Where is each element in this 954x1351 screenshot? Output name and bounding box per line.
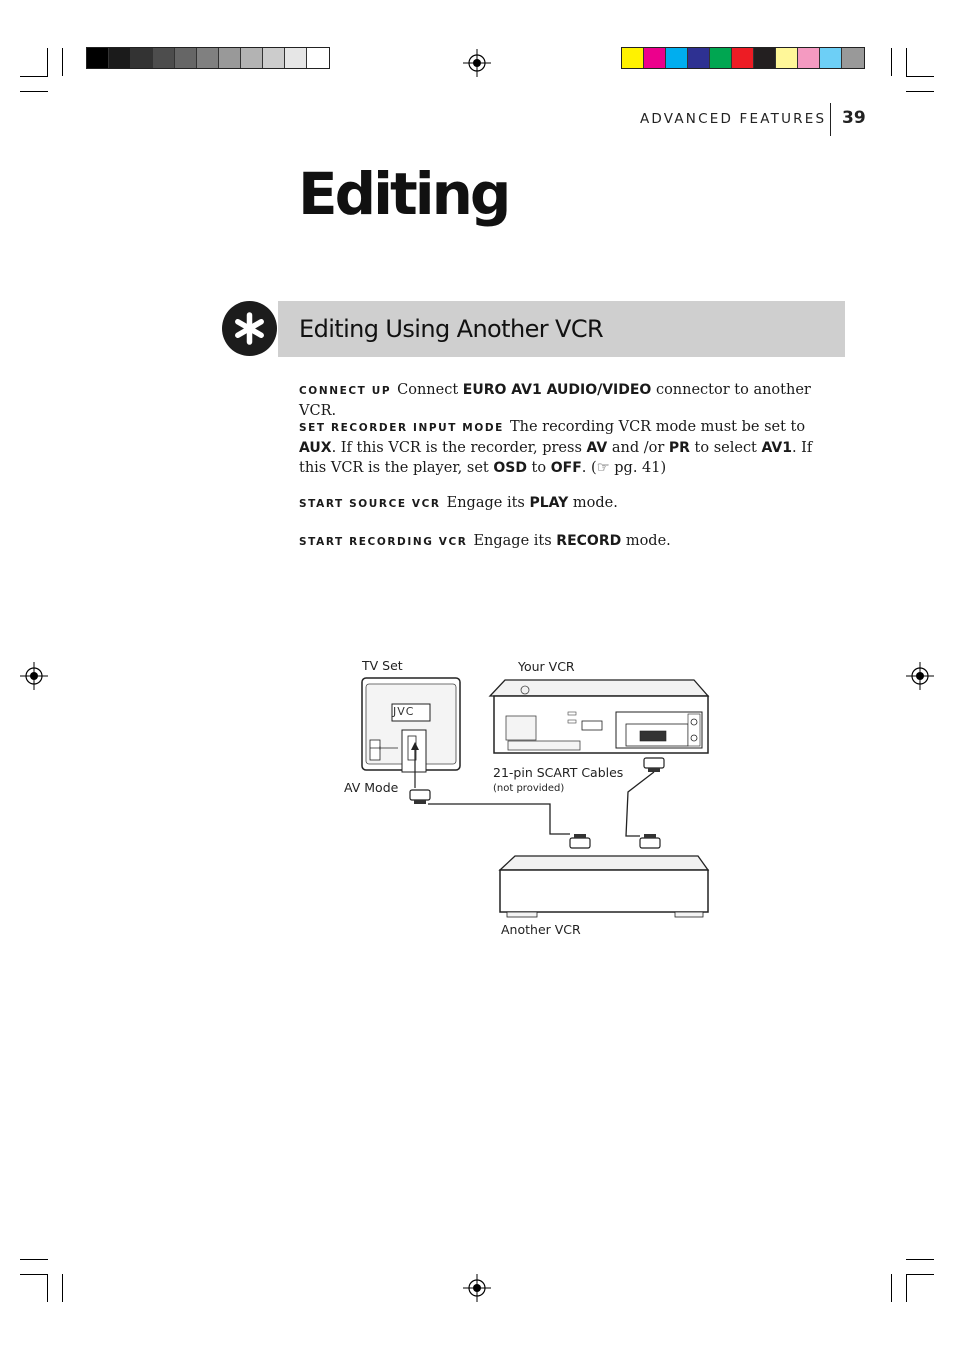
button-name-keyword: OFF	[550, 460, 582, 476]
button-name-keyword: RECORD	[556, 533, 622, 549]
tv-set-label: TV Set	[362, 658, 403, 673]
color-swatch	[197, 48, 219, 68]
step-text-fragment: Engage its	[446, 495, 530, 511]
step-label: START SOURCE VCR	[299, 498, 441, 510]
color-swatch	[131, 48, 153, 68]
step-start-source-vcr	[299, 493, 829, 514]
color-swatch	[219, 48, 241, 68]
color-swatch	[710, 48, 732, 68]
step-text-fragment: connector to another VCR.	[299, 382, 811, 419]
gray-calibration-bar	[86, 47, 330, 69]
scart-cables-note: (not provided)	[493, 783, 565, 794]
step-text-fragment: mode.	[568, 495, 618, 511]
tv-set-illustration	[362, 678, 460, 772]
button-name-keyword: AUX	[299, 440, 332, 456]
button-name-keyword: AV	[586, 440, 608, 456]
another-vcr-illustration	[500, 856, 708, 917]
step-text-fragment: and /or	[607, 440, 669, 456]
step-text-fragment: mode.	[621, 533, 671, 549]
button-name-keyword: EURO AV1 AUDIO/VIDEO	[462, 382, 652, 398]
color-swatch	[776, 48, 798, 68]
step-text	[447, 495, 618, 511]
color-swatch	[842, 48, 864, 68]
color-swatch	[241, 48, 263, 68]
page-number: 39	[842, 108, 866, 128]
color-swatch	[820, 48, 842, 68]
step-text-fragment: Engage its	[473, 533, 557, 549]
step-text-fragment: Connect	[397, 382, 463, 398]
your-vcr-label: Your VCR	[518, 659, 575, 674]
color-swatch	[688, 48, 710, 68]
button-name-keyword: AV1	[761, 440, 792, 456]
your-vcr-illustration	[490, 680, 708, 753]
section-title: Editing Using Another VCR	[299, 315, 604, 343]
step-set-recorder-input-mode	[299, 417, 829, 478]
step-label: CONNECT UP	[299, 385, 392, 397]
scart-cables-label: 21-pin SCART Cables	[493, 765, 624, 780]
step-text-fragment: to select	[689, 440, 762, 456]
color-swatch	[798, 48, 820, 68]
asterisk-icon	[222, 301, 277, 356]
step-text-fragment: . If this VCR is the player, set	[299, 440, 813, 476]
color-swatch	[109, 48, 131, 68]
color-swatch	[732, 48, 754, 68]
color-swatch	[87, 48, 109, 68]
color-swatch	[622, 48, 644, 68]
color-swatch	[754, 48, 776, 68]
button-name-keyword: OSD	[493, 460, 527, 476]
step-text-fragment: . If this VCR is the recorder, press	[331, 440, 587, 456]
color-swatch	[263, 48, 285, 68]
registration-mark-icon	[20, 662, 48, 690]
button-name-keyword: PLAY	[529, 495, 569, 511]
registration-mark-icon	[463, 1274, 491, 1302]
step-label: SET RECORDER INPUT MODE	[299, 422, 504, 434]
step-label: START RECORDING VCR	[299, 536, 468, 548]
color-swatch	[175, 48, 197, 68]
color-swatch	[307, 48, 329, 68]
registration-mark-icon	[463, 49, 491, 77]
step-text-fragment: . (☞ pg. 41)	[581, 460, 667, 476]
color-swatch	[644, 48, 666, 68]
connection-diagram	[330, 650, 730, 950]
step-text	[473, 533, 670, 549]
color-swatch	[153, 48, 175, 68]
step-text-fragment: The recording VCR mode must be set to	[509, 419, 806, 435]
av-mode-label: AV Mode	[344, 780, 399, 795]
color-swatch	[666, 48, 688, 68]
color-calibration-bar	[621, 47, 865, 69]
tv-brand-logo: JVC	[393, 705, 415, 718]
another-vcr-label: Another VCR	[501, 922, 581, 937]
step-connect-up	[299, 380, 829, 421]
button-name-keyword: PR	[668, 440, 690, 456]
running-header-section: ADVANCED FEATURES	[640, 111, 827, 127]
step-text-fragment: to	[526, 460, 551, 476]
registration-mark-icon	[906, 662, 934, 690]
page-title: Editing	[298, 160, 509, 228]
color-swatch	[285, 48, 307, 68]
step-start-recording-vcr	[299, 531, 829, 552]
header-divider	[830, 103, 831, 136]
